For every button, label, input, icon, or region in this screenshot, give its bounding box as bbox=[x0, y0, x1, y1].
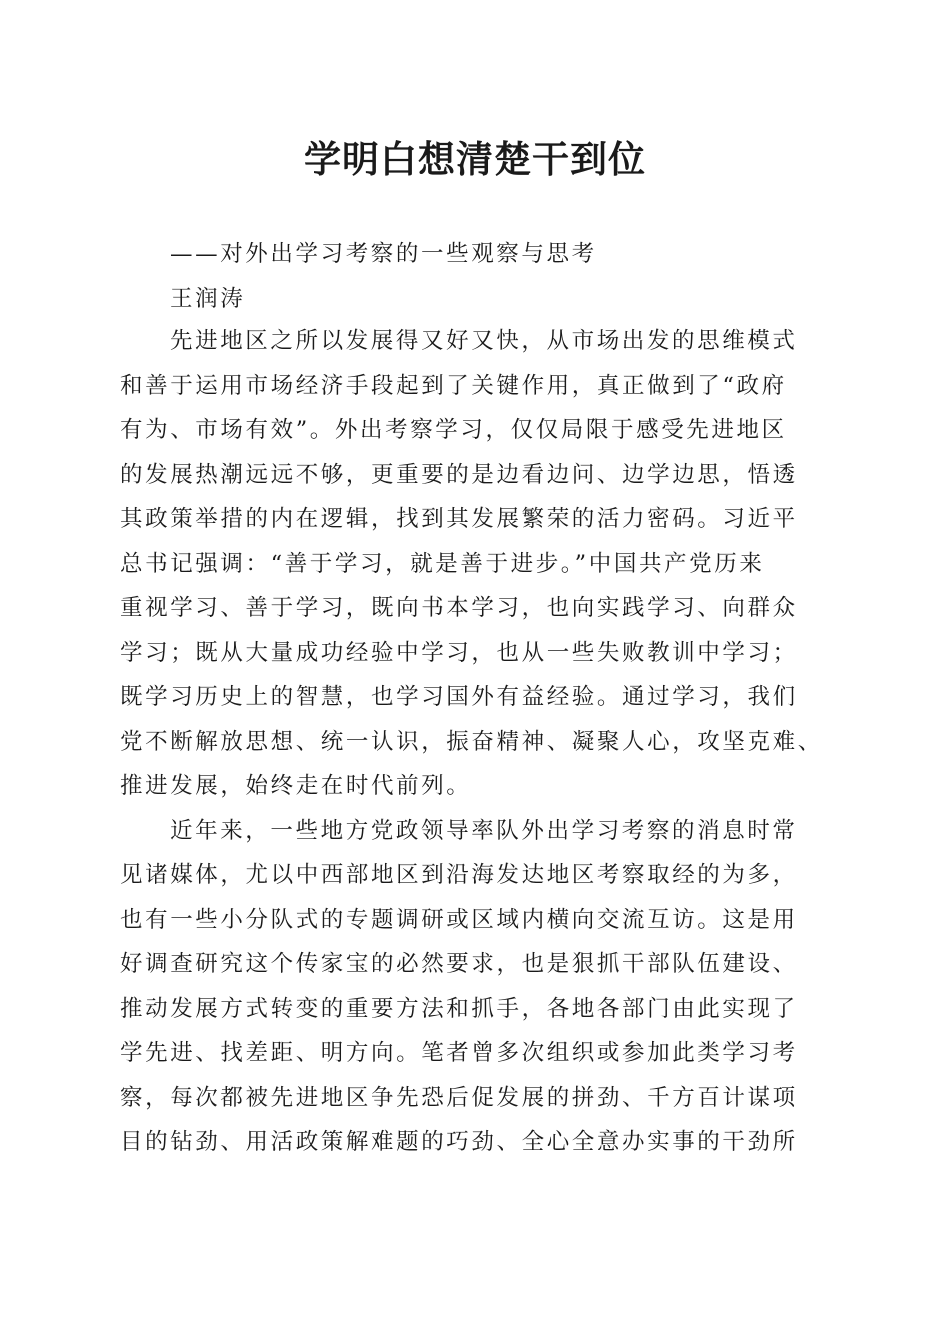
paragraph-line: 的发展热潮远远不够，更重要的是边看边问、边学边思，悟透 bbox=[120, 462, 798, 488]
document-subtitle: ——对外出学习考察的一些观察与思考 bbox=[170, 241, 597, 267]
paragraph-line: 重视学习、善于学习，既向书本学习，也向实践学习、向群众 bbox=[120, 595, 798, 621]
paragraph-line: 察，每次都被先进地区争先恐后促发展的拼劲、千方百计谋项 bbox=[120, 1085, 798, 1111]
paragraph-line: 推进发展，始终走在时代前列。 bbox=[120, 773, 472, 799]
paragraph-line: 总书记强调：“善于学习，就是善于进步。”中国共产党历来 bbox=[120, 551, 765, 577]
paragraph-line: 学习；既从大量成功经验中学习，也从一些失败教训中学习； bbox=[120, 640, 798, 666]
paragraph-line: 好调查研究这个传家宝的必然要求，也是狠抓干部队伍建设、 bbox=[120, 951, 798, 977]
document-title: 学明白想清楚干到位 bbox=[304, 137, 646, 181]
paragraph-line: 既学习历史上的智慧，也学习国外有益经验。通过学习，我们 bbox=[120, 684, 798, 710]
paragraph-line: 目的钻劲、用活政策解难题的巧劲、全心全意办实事的干劲所 bbox=[120, 1129, 798, 1155]
paragraph-line: 学先进、找差距、明方向。笔者曾多次组织或参加此类学习考 bbox=[120, 1040, 798, 1066]
paragraph-line: 有为、市场有效”。外出考察学习，仅仅局限于感受先进地区 bbox=[120, 417, 787, 443]
paragraph-line: 党不断解放思想、统一认识，振奋精神、凝聚人心，攻坚克难、 bbox=[120, 729, 823, 755]
paragraph-line: 其政策举措的内在逻辑，找到其发展繁荣的活力密码。习近平 bbox=[120, 506, 798, 532]
paragraph-line: 先进地区之所以发展得又好又快，从市场出发的思维模式 bbox=[170, 328, 798, 354]
paragraph-line: 见诸媒体，尤以中西部地区到沿海发达地区考察取经的为多， bbox=[120, 862, 798, 888]
paragraph-line: 近年来，一些地方党政领导率队外出学习考察的消息时常 bbox=[170, 818, 798, 844]
paragraph-line: 推动发展方式转变的重要方法和抓手，各地各部门由此实现了 bbox=[120, 996, 798, 1022]
paragraph-line: 也有一些小分队式的专题调研或区域内横向交流互访。这是用 bbox=[120, 907, 798, 933]
document-author: 王润涛 bbox=[170, 286, 246, 312]
paragraph-line: 和善于运用市场经济手段起到了关键作用，真正做到了“政府 bbox=[120, 373, 787, 399]
